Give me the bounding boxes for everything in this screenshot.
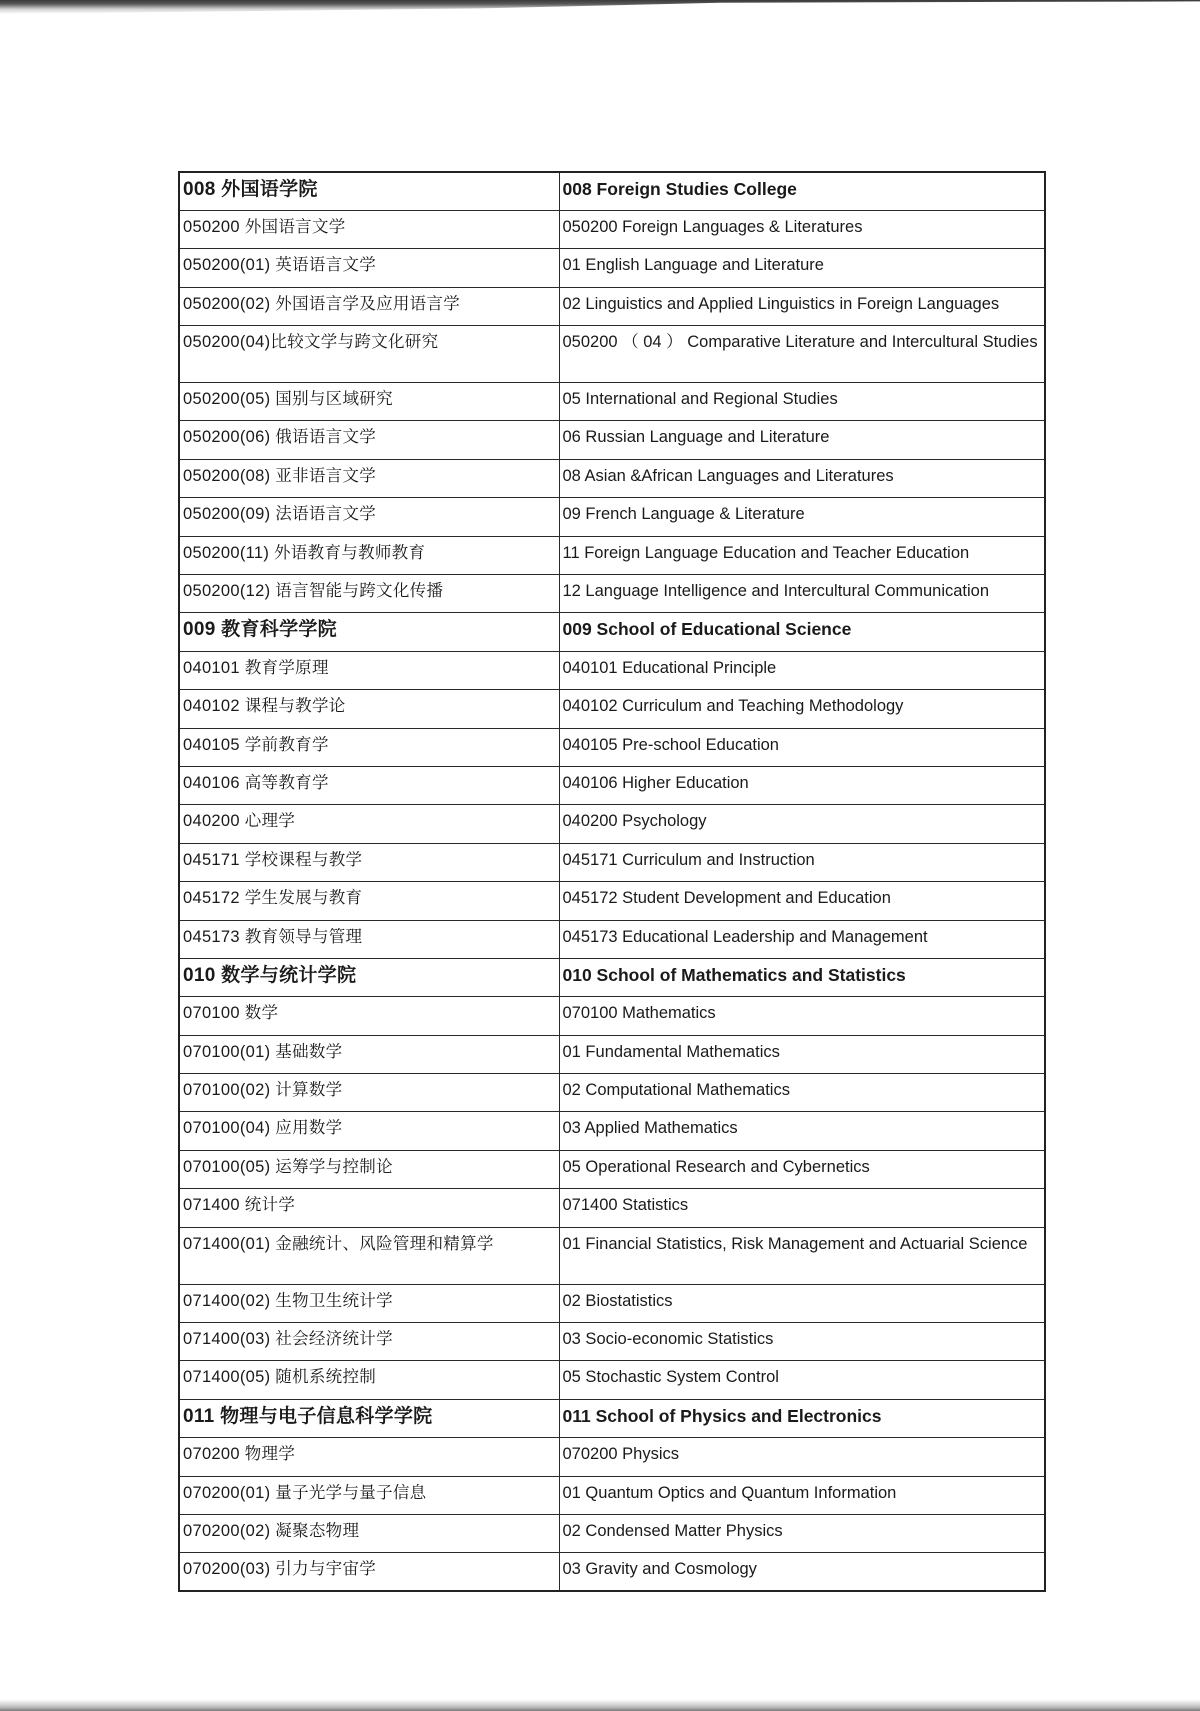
programs-table xyxy=(178,171,1046,1592)
program-name-en: 01 Financial Statistics, Risk Management and Actuarial Science xyxy=(559,1227,1045,1284)
program-name-zh: 040200 心理学 xyxy=(179,805,559,843)
program-name-zh: 070100(01) 基础数学 xyxy=(179,1035,559,1073)
department-name-en: 011 School of Physics and Electronics xyxy=(559,1399,1045,1437)
program-name-zh: 050200(05) 国别与区域研究 xyxy=(179,383,559,421)
program-name-en: 045172 Student Development and Education xyxy=(559,882,1045,920)
program-name-zh: 071400(01) 金融统计、风险管理和精算学 xyxy=(179,1227,559,1284)
program-name-en: 02 Condensed Matter Physics xyxy=(559,1515,1045,1553)
program-row xyxy=(179,728,1045,766)
program-name-en: 12 Language Intelligence and Intercultural Communication xyxy=(559,575,1045,613)
program-row xyxy=(179,459,1045,497)
program-row xyxy=(179,843,1045,881)
program-row xyxy=(179,805,1045,843)
program-name-zh: 045171 学校课程与教学 xyxy=(179,843,559,881)
program-name-en: 02 Computational Mathematics xyxy=(559,1074,1045,1112)
program-name-zh: 050200(08) 亚非语言文学 xyxy=(179,459,559,497)
program-name-zh: 050200(02) 外国语言学及应用语言学 xyxy=(179,287,559,325)
program-name-zh: 071400(03) 社会经济统计学 xyxy=(179,1323,559,1361)
program-name-zh: 070200(01) 量子光学与量子信息 xyxy=(179,1476,559,1514)
department-name-en: 010 School of Mathematics and Statistics xyxy=(559,958,1045,996)
program-name-en: 040101 Educational Principle xyxy=(559,651,1045,689)
program-row xyxy=(179,1438,1045,1476)
program-name-zh: 050200(04)比较文学与跨文化研究 xyxy=(179,326,559,383)
programs-table-body xyxy=(179,172,1045,1591)
department-name-en: 008 Foreign Studies College xyxy=(559,172,1045,210)
department-name-zh: 009 教育科学学院 xyxy=(179,613,559,651)
program-name-zh: 070100(05) 运筹学与控制论 xyxy=(179,1150,559,1188)
program-name-zh: 070100(04) 应用数学 xyxy=(179,1112,559,1150)
program-name-zh: 050200(01) 英语语言文学 xyxy=(179,249,559,287)
program-row xyxy=(179,287,1045,325)
program-row xyxy=(179,1323,1045,1361)
program-name-en: 05 Stochastic System Control xyxy=(559,1361,1045,1399)
program-name-en: 050200 （ 04 ） Comparative Literature and Intercultural Studies xyxy=(559,326,1045,383)
program-name-en: 050200 Foreign Languages & Literatures xyxy=(559,210,1045,248)
program-row xyxy=(179,882,1045,920)
program-row xyxy=(179,498,1045,536)
program-name-zh: 071400(02) 生物卫生统计学 xyxy=(179,1284,559,1322)
program-row xyxy=(179,326,1045,383)
department-name-zh: 008 外国语学院 xyxy=(179,172,559,210)
program-name-en: 040102 Curriculum and Teaching Methodology xyxy=(559,690,1045,728)
program-row xyxy=(179,421,1045,459)
program-row xyxy=(179,1112,1045,1150)
program-row xyxy=(179,210,1045,248)
program-name-zh: 040105 学前教育学 xyxy=(179,728,559,766)
program-name-zh: 045173 教育领导与管理 xyxy=(179,920,559,958)
program-name-en: 08 Asian &African Languages and Literatures xyxy=(559,459,1045,497)
program-row xyxy=(179,1035,1045,1073)
program-name-en: 040105 Pre-school Education xyxy=(559,728,1045,766)
program-row xyxy=(179,997,1045,1035)
program-name-zh: 070100 数学 xyxy=(179,997,559,1035)
program-row xyxy=(179,1361,1045,1399)
program-name-zh: 071400(05) 随机系统控制 xyxy=(179,1361,559,1399)
program-row xyxy=(179,1553,1045,1591)
program-row xyxy=(179,1284,1045,1322)
department-header-row xyxy=(179,958,1045,996)
program-name-en: 11 Foreign Language Education and Teacher Education xyxy=(559,536,1045,574)
program-row xyxy=(179,1476,1045,1514)
program-name-zh: 040102 课程与教学论 xyxy=(179,690,559,728)
program-name-zh: 045172 学生发展与教育 xyxy=(179,882,559,920)
program-name-zh: 050200(09) 法语语言文学 xyxy=(179,498,559,536)
program-name-en: 05 International and Regional Studies xyxy=(559,383,1045,421)
program-name-en: 040200 Psychology xyxy=(559,805,1045,843)
program-name-en: 05 Operational Research and Cybernetics xyxy=(559,1150,1045,1188)
program-row xyxy=(179,651,1045,689)
program-name-en: 03 Applied Mathematics xyxy=(559,1112,1045,1150)
program-row xyxy=(179,1150,1045,1188)
program-name-zh: 040106 高等教育学 xyxy=(179,766,559,804)
program-row xyxy=(179,1515,1045,1553)
program-name-zh: 050200(11) 外语教育与教师教育 xyxy=(179,536,559,574)
program-name-en: 070200 Physics xyxy=(559,1438,1045,1476)
program-name-en: 02 Biostatistics xyxy=(559,1284,1045,1322)
program-name-en: 01 Quantum Optics and Quantum Information xyxy=(559,1476,1045,1514)
program-row xyxy=(179,383,1045,421)
department-name-en: 009 School of Educational Science xyxy=(559,613,1045,651)
program-name-en: 040106 Higher Education xyxy=(559,766,1045,804)
department-header-row xyxy=(179,613,1045,651)
department-name-zh: 011 物理与电子信息科学学院 xyxy=(179,1399,559,1437)
program-name-en: 045173 Educational Leadership and Management xyxy=(559,920,1045,958)
program-row xyxy=(179,766,1045,804)
program-row xyxy=(179,575,1045,613)
scan-bottom-edge xyxy=(0,1699,1200,1711)
program-name-en: 06 Russian Language and Literature xyxy=(559,421,1045,459)
program-name-zh: 050200(06) 俄语语言文学 xyxy=(179,421,559,459)
program-row xyxy=(179,249,1045,287)
program-row xyxy=(179,1074,1045,1112)
program-name-zh: 071400 统计学 xyxy=(179,1189,559,1227)
program-name-en: 071400 Statistics xyxy=(559,1189,1045,1227)
program-name-en: 01 Fundamental Mathematics xyxy=(559,1035,1045,1073)
program-name-en: 03 Socio-economic Statistics xyxy=(559,1323,1045,1361)
program-row xyxy=(179,1189,1045,1227)
program-name-zh: 070200(02) 凝聚态物理 xyxy=(179,1515,559,1553)
department-name-zh: 010 数学与统计学院 xyxy=(179,958,559,996)
department-header-row xyxy=(179,172,1045,210)
program-name-en: 045171 Curriculum and Instruction xyxy=(559,843,1045,881)
program-name-en: 09 French Language & Literature xyxy=(559,498,1045,536)
program-name-en: 070100 Mathematics xyxy=(559,997,1045,1035)
program-name-zh: 070200(03) 引力与宇宙学 xyxy=(179,1553,559,1591)
program-name-zh: 070200 物理学 xyxy=(179,1438,559,1476)
program-name-en: 01 English Language and Literature xyxy=(559,249,1045,287)
program-name-zh: 050200(12) 语言智能与跨文化传播 xyxy=(179,575,559,613)
program-name-en: 03 Gravity and Cosmology xyxy=(559,1553,1045,1591)
program-row xyxy=(179,690,1045,728)
scan-top-edge xyxy=(0,0,1200,14)
program-row xyxy=(179,1227,1045,1284)
program-row xyxy=(179,920,1045,958)
program-row xyxy=(179,536,1045,574)
program-name-zh: 040101 教育学原理 xyxy=(179,651,559,689)
program-name-en: 02 Linguistics and Applied Linguistics in Foreign Languages xyxy=(559,287,1045,325)
program-name-zh: 050200 外国语言文学 xyxy=(179,210,559,248)
department-header-row xyxy=(179,1399,1045,1437)
program-name-zh: 070100(02) 计算数学 xyxy=(179,1074,559,1112)
